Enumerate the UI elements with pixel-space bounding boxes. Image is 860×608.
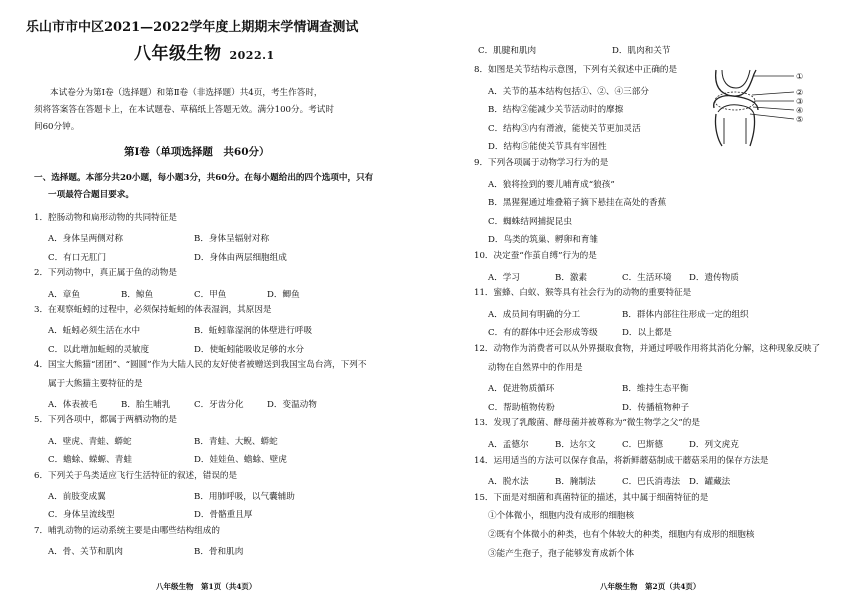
option: B．结构②能减少关节活动时的摩擦 [488, 105, 624, 116]
option: C．巴氏消毒法 [622, 477, 681, 488]
option: D．娃娃鱼、蟾蜍、壁虎 [194, 455, 287, 466]
question-stem: 3．在观察蚯蚓的过程中，必须保持蚯蚓的体表湿润，其原因是 [34, 305, 272, 315]
option: A．关节的基本结构包括①、②、④三部分 [488, 86, 649, 97]
figure-label: ④ [796, 106, 804, 115]
option: B．胎生哺乳 [121, 400, 171, 410]
question-stem-line: ②既有个体微小的种类，也有个体较大的种类，细胞内有成形的细胞核 [488, 530, 755, 540]
option: A．学习 [488, 272, 520, 283]
option: B．骨和肌肉 [194, 547, 244, 558]
option: B．鲸鱼 [121, 289, 154, 300]
option: B．用肺呼吸，以气囊辅助 [194, 492, 295, 502]
subject-title [134, 46, 275, 63]
option: B．激素 [555, 272, 588, 283]
option: D．传播植物种子 [622, 402, 690, 413]
question-stem-line: 属于大熊猫主要特征的是 [48, 378, 143, 389]
option: A．脱水法 [488, 477, 529, 488]
instruction-line: 间60分钟。 [34, 122, 80, 132]
option: B．蚯蚓靠湿润的体壁进行呼吸 [194, 326, 313, 337]
question-stem: 9．下列各项属于动物学习行为的是 [474, 158, 609, 168]
option: C．巴斯德 [622, 440, 663, 450]
option: D．罐藏法 [689, 477, 731, 488]
option: B．腌制法 [555, 477, 596, 488]
option: D．列文虎克 [689, 440, 739, 450]
question-stem: 10．决定蚕“作茧自缚”行为的是 [474, 251, 597, 261]
option: A．体表被毛 [48, 400, 98, 410]
question-stem: 5．下列各项中，都属于两栖动物的是 [34, 415, 177, 426]
question-stem-line: ③能产生孢子，孢子能够发育成新个体 [488, 548, 635, 559]
option: C．肌腱和肌肉 [478, 46, 537, 56]
right-page-column [430, 0, 860, 608]
option: D．结构⑤能使关节具有牢固性 [488, 142, 607, 153]
option: C．帮助植物传粉 [488, 402, 555, 413]
exam-title: 乐山市市中区2021—2022学年度上期期末学情调查测试 [26, 20, 359, 35]
question-stem: 2．下列动物中，真正属于鱼的动物是 [34, 268, 177, 279]
figure-label: ⑤ [796, 115, 804, 124]
option: C．牙齿分化 [194, 400, 244, 410]
option: A．促进物质循环 [488, 384, 555, 395]
option: A．身体呈两侧对称 [48, 234, 123, 245]
question-stem: 15．下面是对细菌和真菌特征的描述，其中属于细菌特征的是 [474, 492, 709, 503]
option: A．前肢变成翼 [48, 492, 106, 502]
section-intro: 一项最符合题目要求。 [48, 190, 134, 200]
option: C．甲鱼 [194, 289, 227, 300]
option: A．骨、关节和肌肉 [48, 547, 123, 558]
option: C．身体呈流线型 [48, 510, 115, 521]
option: D．身体由两层细胞组成 [194, 252, 287, 263]
option: D．肌肉和关节 [612, 46, 671, 56]
instruction-line: 本试卷分为第Ⅰ卷（选择题）和第Ⅱ卷（非选择题）共4页，考生作答时， [50, 88, 323, 98]
option: D．变温动物 [267, 400, 317, 410]
option: A．蚯蚓必须生活在水中 [48, 326, 141, 337]
option: D．遗传物质 [689, 272, 739, 283]
option: D．鸟类的筑巢、孵卵和育雏 [488, 235, 599, 246]
option: A．孟德尔 [488, 440, 529, 450]
subject-name: 八年级生物 [134, 44, 222, 64]
section-heading: 第Ⅰ卷（单项选择题 共60分） [124, 146, 270, 158]
question-stem: 11．蜜蜂、白蚁、猴等具有社会行为的动物的重要特征是 [474, 288, 692, 299]
option: D．鲫鱼 [267, 289, 300, 300]
option: C．蟾蜍、蝾螈、青蛙 [48, 455, 132, 466]
option: A．狼将捡到的婴儿哺育成“狼孩” [488, 179, 615, 190]
question-stem-line: 动物在自然界中的作用是 [488, 362, 583, 373]
question-stem: 14．运用适当的方法可以保存食品，将新鲜蘑菇制成干蘑菇采用的保存方法是 [474, 455, 769, 466]
question-stem: 8．如图是关节结构示意图，下列有关叙述中正确的是 [474, 65, 678, 75]
question-stem: 6．下列关于鸟类适应飞行生活特征的叙述，错误的是 [34, 470, 238, 481]
question-stem: 12．动物作为消费者可以从外界摄取食物，并通过呼吸作用将其消化分解，这种现象反映了 [474, 344, 821, 354]
option: C．生活环境 [622, 272, 672, 283]
question-stem: 13．发现了乳酸菌、酵母菌并被尊称为“微生物学之父”的是 [474, 418, 700, 429]
option: A．章鱼 [48, 289, 80, 300]
section-intro: 一、选择题。本部分共20小题，每小题3分，共60分。在每小题给出的四个选项中，只有 [34, 173, 374, 183]
option: B．黑猩猩通过堆叠箱子摘下悬挂在高处的香蕉 [488, 198, 667, 209]
option: C．结构③内有滑液，能使关节更加灵活 [488, 123, 641, 134]
option: D．使蚯蚓能吸收足够的水分 [194, 344, 305, 355]
question-stem-line: ①个体微小，细胞内没有成形的细胞核 [488, 511, 635, 522]
joint-diagram [710, 68, 822, 148]
option: B．达尔文 [555, 440, 596, 450]
option: D．骨骼重且厚 [194, 510, 253, 521]
option: C．有口无肛门 [48, 252, 107, 263]
exam-date: 2022.1 [229, 49, 275, 62]
option: B．群体内部往往形成一定的组织 [622, 309, 749, 320]
option: B．维持生态平衡 [622, 384, 689, 395]
option: A．壁虎、青蛙、蟒蛇 [48, 436, 132, 447]
figure-label: ③ [796, 97, 804, 106]
question-stem: 1．腔肠动物和扁形动物的共同特征是 [34, 213, 177, 223]
option: D．以上都是 [622, 328, 672, 339]
figure-label: ① [796, 72, 804, 81]
option: C．以此增加蚯蚓的灵敏度 [48, 344, 150, 355]
question-stem: 7．哺乳动物的运动系统主要是由哪些结构组成的 [34, 525, 220, 536]
page-footer-left: 八年级生物 第1页（共4页） [156, 582, 257, 591]
option: A．成员间有明确的分工 [488, 309, 581, 320]
question-stem: 4．国宝大熊猫“团团”、“圆圆”作为大陆人民的友好使者被赠送到我国宝岛台湾，下列不 [34, 360, 367, 371]
page-footer-right: 八年级生物 第2页（共4页） [600, 582, 701, 591]
figure-label: ② [796, 88, 804, 97]
option: B．青蛙、大鲵、蟒蛇 [194, 436, 278, 447]
option: C．蜘蛛结网捕捉昆虫 [488, 216, 572, 227]
option: C．有的群体中还会形成等级 [488, 328, 598, 339]
instruction-line: 须将答案答在答题卡上，在本试题卷、草稿纸上答题无效。满分100分。考试时 [34, 105, 334, 115]
option: B．身体呈辐射对称 [194, 234, 270, 245]
